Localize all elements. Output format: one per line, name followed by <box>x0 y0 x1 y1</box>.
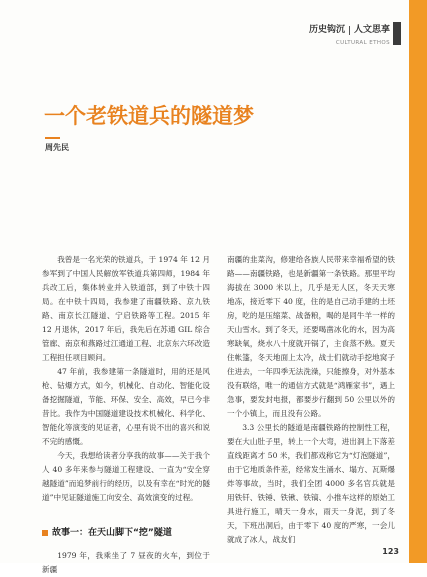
page-number: 123 <box>382 547 399 556</box>
section-subtitle: CULTURAL ETHOS <box>335 40 390 46</box>
body-paragraph: 3.3 公里长的隧道是南疆铁路的控制性工程，要在大山肚子里，转上一个大弯，进出洞上下落差直线距离才 50 米，我们都戏称它为“灯泡隧道”，由于它地质条件差，经常发生涌水、塌方、瓦斯爆炸等事故，当时，我们全团 4000 多名官兵就是用铁钎、铁锤、铁锹、铁镐、小推车这样的原始工具进行施工，晴天一身水，雨天一身泥，到了冬天，下班出洞后，由于零下 40 度的严寒，一会儿就成了冰人，战友们 <box>227 423 395 544</box>
body-paragraph: 今天，我想给读者分享我的故事——关于我个人 40 多年来参与隧道工程建设、一直为“安全穿越隧道”而追梦前行的经历，以及有幸在“时光的隧道”中见证隧道施工向安全、高效演变的过程。 <box>42 451 210 502</box>
section-header-line <box>309 24 390 36</box>
column-name: 人文思享 <box>353 25 390 35</box>
article-author: 周先民 <box>45 143 69 152</box>
article-title: 一个老铁道兵的隧道梦 <box>44 103 254 128</box>
side-color-strip <box>409 0 427 563</box>
body-paragraph: 1979 年，我乘坐了 7 昼夜的火车，到位于新疆 <box>42 551 210 574</box>
subheading-text: 故事一：在天山脚下“挖”隧道 <box>52 528 172 538</box>
header-marker-block <box>393 22 401 45</box>
body-paragraph: 47 年前，我参建第一条隧道时，用的还是风枪、钻爆方式，如今，机械化、自动化、智能化设备挖掘隧道，节能、环保、安全、高效，早已今非昔比。我作为中国隧道建设技术机械化、科学化、智能化等演变的见证者，心里有说不出的喜兴和说不完的感慨。 <box>42 367 210 446</box>
author-rule <box>45 137 60 139</box>
section-header <box>309 24 390 47</box>
story-subheading <box>42 525 210 541</box>
text-column-right <box>227 253 395 544</box>
section-name: 历史钩沉 <box>308 25 345 35</box>
subheading-square-icon <box>42 530 48 536</box>
header-separator <box>349 26 350 35</box>
body-paragraph-continued: 南疆的韭菜沟，修建给各族人民带来幸福希望的铁路——南疆铁路，也是新疆第一条铁路。那里平均海拔在 3000 米以上，几乎是无人区，冬天天寒地冻，接近零下 40 度，住的是自己动手建的土坯房，吃的是压缩菜、战备粮，喝的是同牛羊一样的天山雪水。到了冬天，还要喝凿冰化的水，因为高寒缺氧，烧水八十度就开锅了，主食蒸不熟。夏天住帐篷，冬天地面上太冷，战士们就动手挖地窝子住进去，一年四季无法洗澡，只能擦身，对外基本没有联络，唯一的通信方式就是“鸿雁家书”，遇上急事，要发封电报，都要步行翻到 50 公里以外的一个小镇上，而且没有公路。 <box>227 255 395 418</box>
body-paragraph: 我曾是一名光荣的铁道兵，于 1974 年 12 月参军到了中国人民解放军铁道兵第四师，1984 年兵改工后，集体转业并入铁道部，到了中铁十四局。在中铁十四局，我参建了南疆铁路、京九铁路、南京长江隧道、宁启铁路等工程。2015 年 12 月退休，2017 年后，我先后在苏通 GIL 综合管廊、南京和燕路过江通道工程、北京东六环改造工程担任项目顾问。 <box>42 255 210 362</box>
text-column-left <box>42 253 210 574</box>
